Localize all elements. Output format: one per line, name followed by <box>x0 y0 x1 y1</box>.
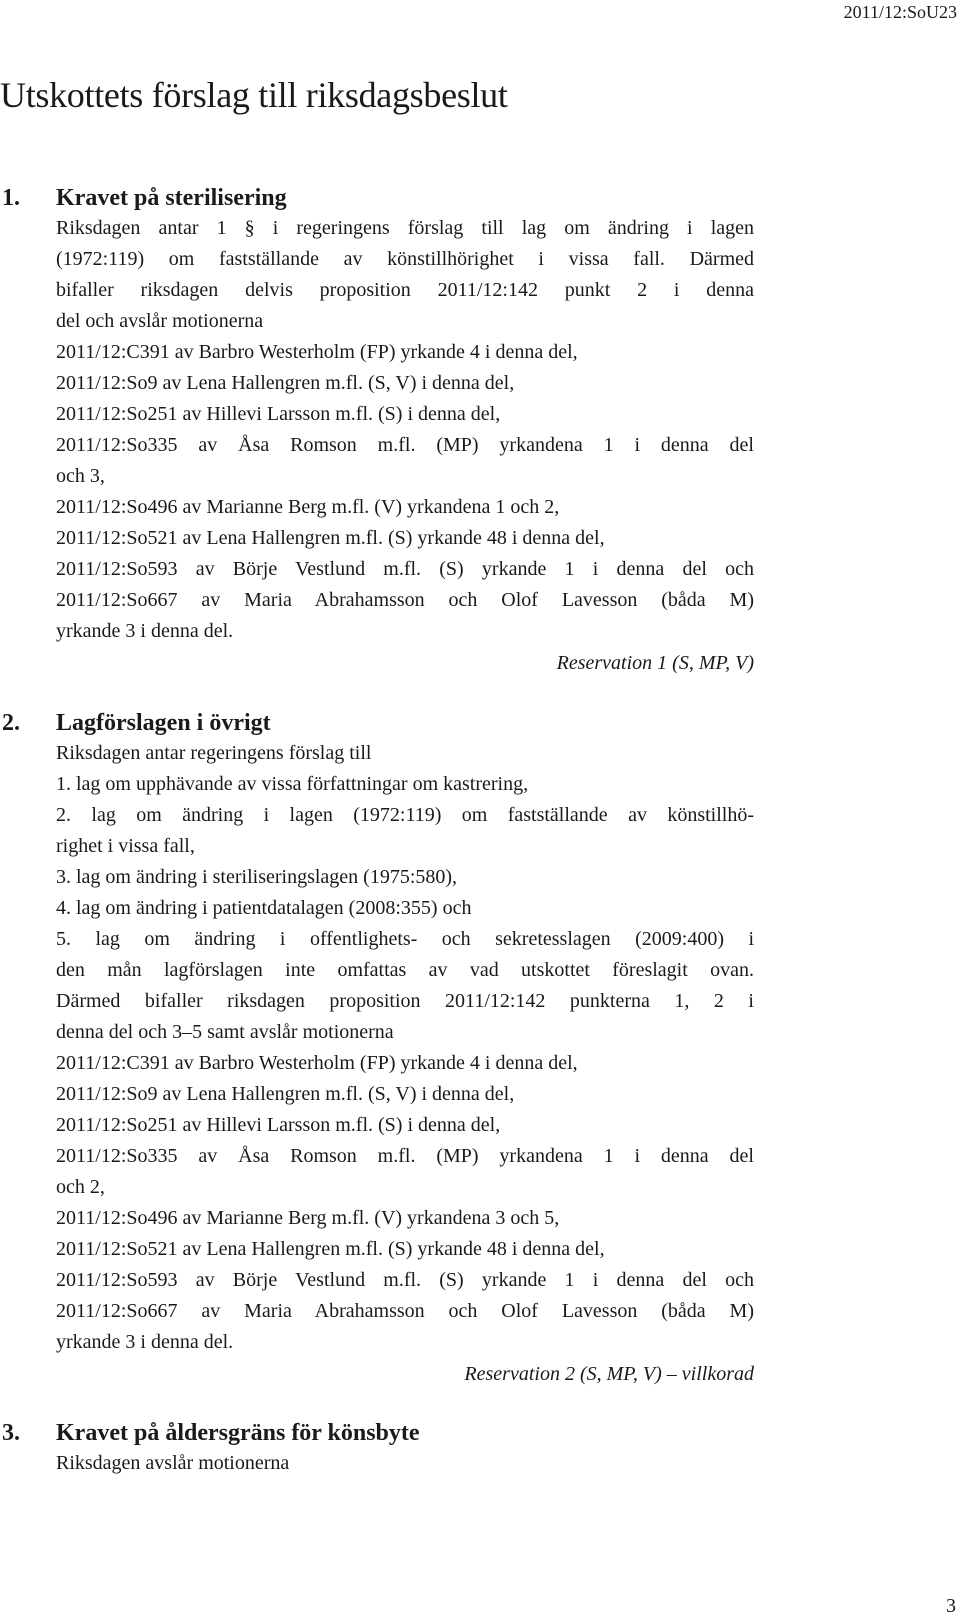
list-item: 3. lag om ändring i steriliseringslagen (1975:580), <box>56 866 458 888</box>
section-3 <box>0 1418 760 1479</box>
section-2 <box>0 708 760 1390</box>
text-line: Därmed bifaller riksdagen proposition 2011/12:142 punkterna 1, 2 i <box>56 990 754 1012</box>
motion-line: 2011/12:So496 av Marianne Berg m.fl. (V) yrkandena 1 och 2, <box>56 496 560 518</box>
section-body <box>0 738 754 1390</box>
motion-line: 2011/12:So496 av Marianne Berg m.fl. (V) yrkandena 3 och 5, <box>56 1207 560 1229</box>
list-item: 4. lag om ändring i patientdatalagen (2008:355) och <box>56 897 472 919</box>
reservation-note: Reservation 1 (S, MP, V) <box>556 652 754 674</box>
motion-line: 2011/12:So521 av Lena Hallengren m.fl. (S) yrkande 48 i denna del, <box>56 1238 605 1260</box>
motion-line: 2011/12:So593 av Börje Vestlund m.fl. (S) yrkande 1 i denna del och <box>56 1269 754 1291</box>
text-line: denna del och 3–5 samt avslår motionerna <box>56 1021 394 1043</box>
motion-line: 2011/12:So521 av Lena Hallengren m.fl. (S) yrkande 48 i denna del, <box>56 527 605 549</box>
motion-line: 2011/12:C391 av Barbro Westerholm (FP) yrkande 4 i denna del, <box>56 1052 578 1074</box>
text-line: bifaller riksdagen delvis proposition 2011/12:142 punkt 2 i denna <box>56 279 754 301</box>
motion-line: yrkande 3 i denna del. <box>56 620 234 642</box>
section-heading <box>0 708 760 738</box>
text-line: (1972:119) om fastställande av könstillhörighet i vissa fall. Därmed <box>56 248 754 270</box>
section-body <box>0 1448 754 1479</box>
page-number: 3 <box>946 1595 956 1617</box>
section-body <box>0 213 754 679</box>
section-title: Kravet på sterilisering <box>56 185 287 211</box>
list-item: 5. lag om ändring i offentlighets- och sekretesslagen (2009:400) i <box>56 928 754 950</box>
text-line: Riksdagen antar 1 § i regeringens förslag till lag om ändring i lagen <box>56 217 754 239</box>
list-item: 2. lag om ändring i lagen (1972:119) om fastställande av könstillhö- <box>56 804 754 826</box>
list-item: den mån lagförslagen inte omfattas av vad utskottet föreslagit ovan. <box>56 959 754 981</box>
motion-line: 2011/12:So9 av Lena Hallengren m.fl. (S, V) i denna del, <box>56 372 515 394</box>
section-number: 1. <box>2 185 20 211</box>
text-line: Riksdagen antar regeringens förslag till <box>56 742 372 764</box>
motion-line: 2011/12:So667 av Maria Abrahamsson och Olof Lavesson (båda M) <box>56 1300 754 1322</box>
section-title: Lagförslagen i övrigt <box>56 710 271 736</box>
motion-line: 2011/12:So335 av Åsa Romson m.fl. (MP) yrkandena 1 i denna del <box>56 434 754 456</box>
section-heading <box>0 1418 760 1448</box>
section-number: 2. <box>2 710 20 736</box>
motion-line: och 3, <box>56 465 105 487</box>
section-number: 3. <box>2 1420 20 1446</box>
section-heading <box>0 183 760 213</box>
motion-line: 2011/12:So335 av Åsa Romson m.fl. (MP) yrkandena 1 i denna del <box>56 1145 754 1167</box>
section-1 <box>0 183 760 679</box>
reservation-note: Reservation 2 (S, MP, V) – villkorad <box>464 1363 754 1385</box>
text-line: Riksdagen avslår motionerna <box>56 1452 290 1474</box>
motion-line: och 2, <box>56 1176 105 1198</box>
motion-line: 2011/12:So667 av Maria Abrahamsson och Olof Lavesson (båda M) <box>56 589 754 611</box>
motion-line: 2011/12:So251 av Hillevi Larsson m.fl. (S) i denna del, <box>56 403 501 425</box>
document-id: 2011/12:SoU23 <box>843 2 957 22</box>
page-title: Utskottets förslag till riksdagsbeslut <box>0 75 508 115</box>
motion-line: 2011/12:C391 av Barbro Westerholm (FP) yrkande 4 i denna del, <box>56 341 578 363</box>
list-item: 1. lag om upphävande av vissa författningar om kastrering, <box>56 773 529 795</box>
motion-line: 2011/12:So251 av Hillevi Larsson m.fl. (S) i denna del, <box>56 1114 501 1136</box>
list-item: righet i vissa fall, <box>56 835 195 857</box>
text-line: del och avslår motionerna <box>56 310 264 332</box>
motion-line: 2011/12:So9 av Lena Hallengren m.fl. (S, V) i denna del, <box>56 1083 515 1105</box>
section-title: Kravet på åldersgräns för könsbyte <box>56 1420 420 1446</box>
motion-line: yrkande 3 i denna del. <box>56 1331 234 1353</box>
motion-line: 2011/12:So593 av Börje Vestlund m.fl. (S) yrkande 1 i denna del och <box>56 558 754 580</box>
